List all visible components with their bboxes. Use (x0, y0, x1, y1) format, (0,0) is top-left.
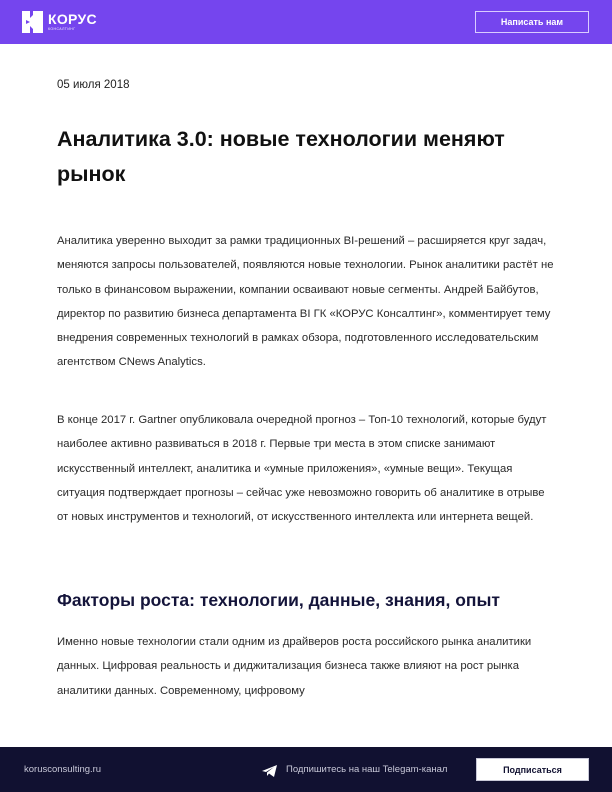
korus-logo-mark-icon (22, 11, 43, 33)
article-title: Аналитика 3.0: новые технологии меняют рынок (57, 127, 505, 186)
header-bar (0, 0, 612, 44)
logo-name: КОРУС (48, 11, 97, 27)
telegram-icon (262, 764, 277, 776)
article-paragraph-2: В конце 2017 г. Gartner опубликовала очередной прогноз – Топ-10 технологий, которые будут наиболее активно развиваться в 2018 г. Первые три места в этом списке занимают искусственный интеллект, аналитика и «умные приложения», «умные вещи». Текущая ситуация подтверждает прогнозы – сейчас уже невозможно говорить об аналитике в отрыве от новых инструментов и технологий, от искусственного интеллекта или интернета вещей. (57, 414, 547, 524)
subscribe-button[interactable]: Подписаться (476, 758, 589, 781)
article-date: 05 июля 2018 (57, 79, 130, 91)
contact-us-button[interactable]: Написать нам (475, 11, 589, 33)
section-heading: Факторы роста: технологии, данные, знания, опыт (57, 590, 500, 610)
logo-subtitle: КОНСАЛТИНГ (48, 27, 76, 31)
footer-bar (0, 747, 612, 792)
telegram-subscribe-text: Подпишитесь на наш Telegam-канал (286, 764, 448, 775)
article-paragraph-3: Именно новые технологии стали одним из драйверов роста российского рынка аналитики данных. Цифровая реальность и диджитализация бизнеса также влияют на рост рынка аналитики данных. Современному, цифровому (57, 636, 532, 697)
article-paragraph-1: Аналитика уверенно выходит за рамки традиционных BI-решений – расширяется круг задач, меняются запросы пользователей, появляются новые технологии. Рынок аналитики растёт не только в финансовом выражении, компании осваивают новые сегменты. Андрей Байбутов, директор по развитию бизнеса департамента BI ГК «КОРУС Консалтинг», комментирует тему внедрения современных технологий в рамках обзора, подготовленного исследовательским агентством CNews Analytics. (57, 235, 554, 369)
site-link[interactable]: korusconsulting.ru (24, 764, 102, 775)
korus-logo[interactable] (22, 11, 97, 33)
